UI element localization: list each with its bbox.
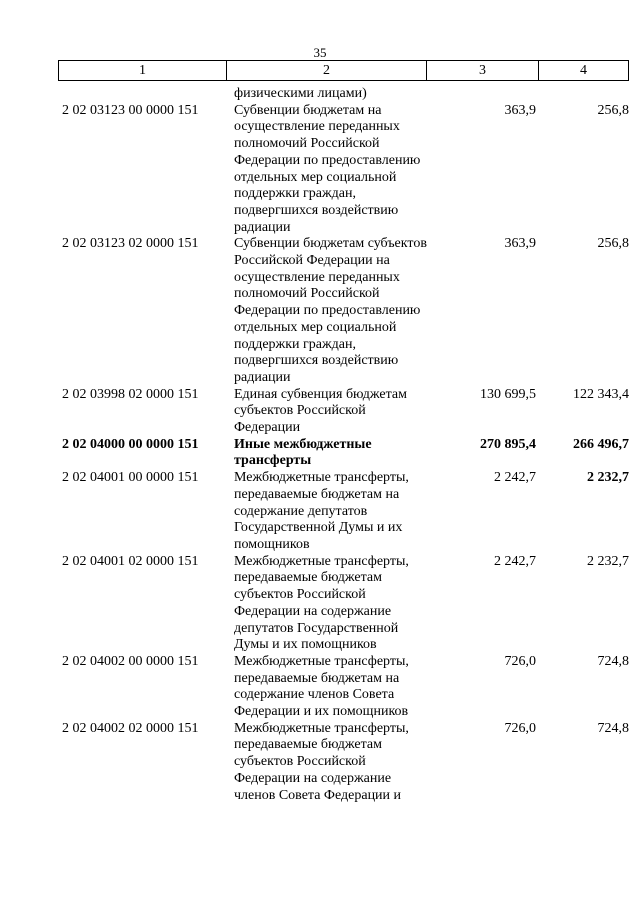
row-value-col3: 726,0 xyxy=(504,653,536,669)
row-value-col3: 2 242,7 xyxy=(494,553,536,569)
table-row xyxy=(58,470,632,554)
row-name: Иные межбюджетные трансферты xyxy=(234,436,372,469)
table-row xyxy=(58,86,632,103)
row-name: Субвенции бюджетам субъектов Российской Федерации на осуществление переданных полномочий Российской Федерации по предоставлению отдельных мер социальной поддержки граждан, подвергшихся воздействию радиации xyxy=(234,236,427,385)
row-value-col4: 724,8 xyxy=(597,720,629,736)
row-value-col4 xyxy=(542,86,632,103)
row-code: 2 02 03123 00 0000 151 xyxy=(62,102,199,118)
header-col-4: 4 xyxy=(539,61,629,81)
row-value-col3: 726,0 xyxy=(504,720,536,736)
row-code: 2 02 04000 00 0000 151 xyxy=(62,436,199,452)
row-name: Субвенции бюджетам на осуществление переданных полномочий Российской Федерации по предоставлению отдельных мер социальной поддержки граждан, подвергшихся воздействию радиации xyxy=(234,102,421,235)
table-body xyxy=(58,86,632,804)
row-name: физическими лицами) xyxy=(234,86,367,101)
header-col-1: 1 xyxy=(59,61,227,81)
table-row xyxy=(58,387,632,437)
row-value-col4: 122 343,4 xyxy=(573,386,629,402)
row-code: 2 02 03123 02 0000 151 xyxy=(62,236,199,252)
row-name: Межбюджетные трансферты, передаваемые бюджетам субъектов Российской Федерации на содержание членов Совета Федерации и xyxy=(234,720,409,803)
table-row xyxy=(58,437,632,470)
table-row xyxy=(58,236,632,386)
row-name: Межбюджетные трансферты, передаваемые бюджетам на содержание членов Совета Федерации и их помощников xyxy=(234,653,409,720)
row-value-col4: 2 232,7 xyxy=(587,553,629,569)
table-row xyxy=(58,103,632,237)
table-header xyxy=(58,60,629,81)
row-code: 2 02 04001 02 0000 151 xyxy=(62,553,199,569)
row-code: 2 02 04002 00 0000 151 xyxy=(62,653,199,669)
row-name: Межбюджетные трансферты, передаваемые бюджетам на содержание депутатов Государственной Думы и их помощников xyxy=(234,470,409,552)
row-value-col4: 266 496,7 xyxy=(573,436,629,452)
row-value-col3 xyxy=(430,86,542,103)
row-name: Единая субвенция бюджетам субъектов Российской Федерации xyxy=(234,386,407,436)
row-code: 2 02 04001 00 0000 151 xyxy=(62,470,199,486)
row-code: 2 02 03998 02 0000 151 xyxy=(62,386,199,402)
row-code xyxy=(58,86,230,103)
table-row xyxy=(58,721,632,805)
table-row xyxy=(58,654,632,721)
row-value-col3: 2 242,7 xyxy=(494,470,536,486)
row-value-col4: 256,8 xyxy=(597,236,629,252)
row-value-col3: 363,9 xyxy=(504,236,536,252)
row-value-col4: 724,8 xyxy=(597,653,629,669)
row-value-col3: 363,9 xyxy=(504,102,536,118)
page-number: 35 xyxy=(313,45,327,60)
row-value-col3: 130 699,5 xyxy=(480,386,536,402)
budget-table xyxy=(58,86,632,804)
row-code: 2 02 04002 02 0000 151 xyxy=(62,720,199,736)
row-value-col4: 256,8 xyxy=(597,102,629,118)
row-name: Межбюджетные трансферты, передаваемые бюджетам субъектов Российской Федерации на содержание депутатов Государственной Думы и их помощников xyxy=(234,553,409,653)
header-col-3: 3 xyxy=(427,61,539,81)
row-value-col3: 270 895,4 xyxy=(480,436,536,452)
header-col-2: 2 xyxy=(227,61,427,81)
row-value-col4: 2 232,7 xyxy=(587,470,629,486)
table-row xyxy=(58,554,632,654)
